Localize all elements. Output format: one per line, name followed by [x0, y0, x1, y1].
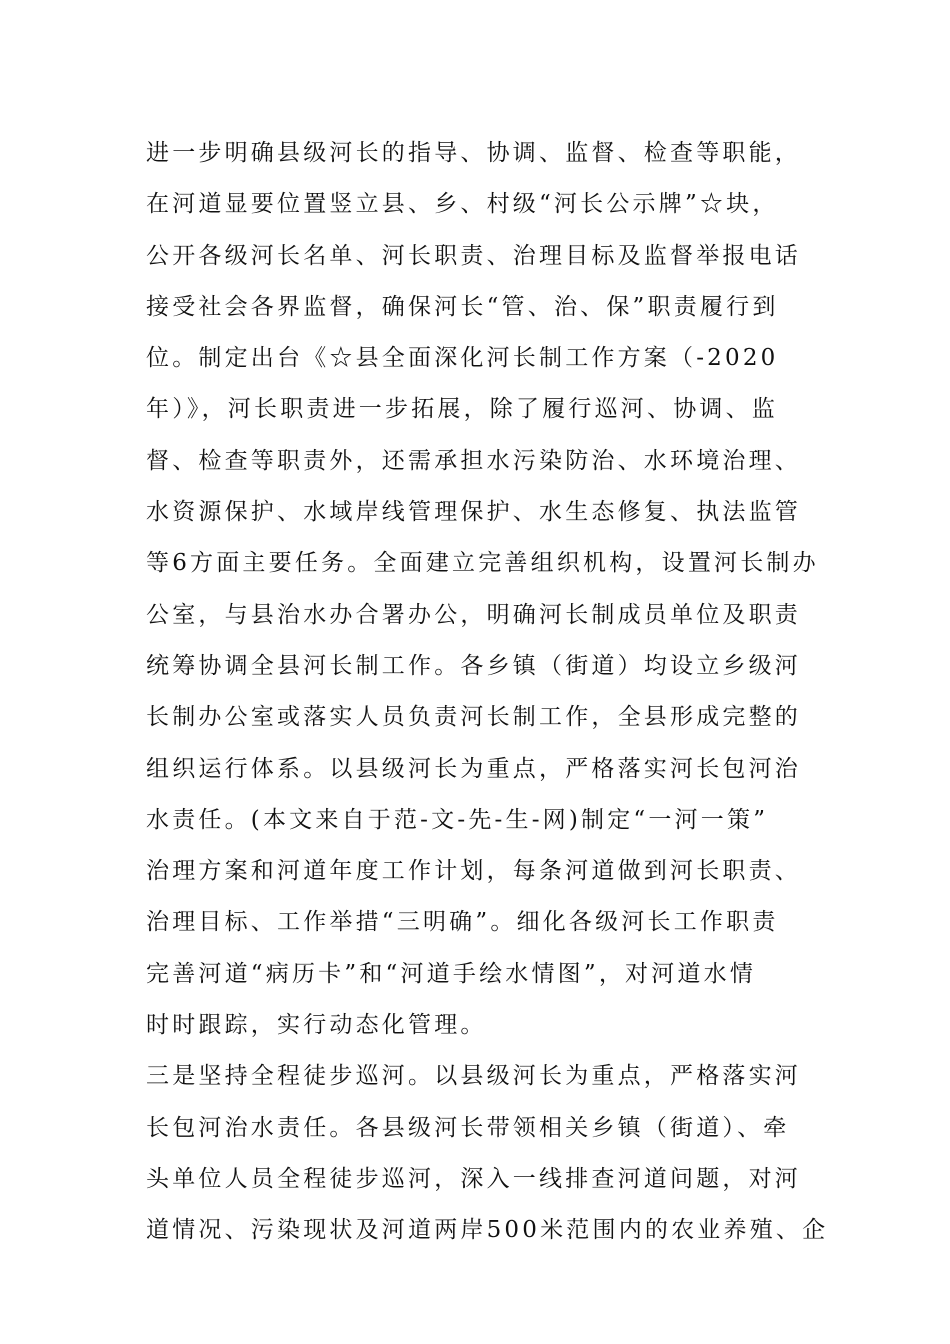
text-line: 在河道显要位置竖立县、乡、村级“河长公示牌”☆块，	[146, 191, 779, 218]
text-line: 治理目标、工作举措“三明确”。细化各级河长工作职责	[146, 909, 779, 936]
text-line: 水责任。(本文来自于范-文-先-生-网)制定“一河一策”	[146, 806, 769, 833]
text-line: 统筹协调全县河长制工作。各乡镇（街道）均设立乡级河	[146, 652, 801, 679]
text-line: 时时跟踪，实行动态化管理。	[146, 1012, 487, 1039]
text-line: 长制办公室或落实人员负责河长制工作，全县形成完整的	[146, 704, 801, 731]
text-line: 督、检查等职责外，还需承担水污染防治、水环境治理、	[146, 447, 801, 474]
body-text	[146, 128, 829, 1257]
text-line: 进一步明确县级河长的指导、协调、监督、检查等职能，	[146, 140, 801, 166]
text-line: 位。制定出台《☆县全面深化河长制工作方案（-2020	[146, 345, 779, 372]
text-line: 组织运行体系。以县级河长为重点，严格落实河长包河治	[146, 755, 801, 782]
text-line: 长包河治水责任。各县级河长带领相关乡镇（街道）、牵	[146, 1114, 790, 1141]
text-line: 道情况、污染现状及河道两岸500米范围内的农业养殖、企	[146, 1217, 829, 1244]
text-line: 水资源保护、水域岸线管理保护、水生态修复、执法监管	[146, 499, 801, 526]
text-line: 年）》，河长职责进一步拓展，除了履行巡河、协调、监	[146, 396, 778, 423]
text-line: 等6方面主要任务。全面建立完善组织机构，设置河长制办	[146, 550, 819, 577]
text-line: 接受社会各界监督，确保河长“管、治、保”职责履行到	[146, 293, 779, 320]
text-line: 公开各级河长名单、河长职责、治理目标及监督举报电话	[146, 242, 801, 269]
text-line: 完善河道“病历卡”和“河道手绘水情图”，对河道水情	[146, 960, 757, 987]
text-line: 三是坚持全程徒步巡河。以县级河长为重点，严格落实河	[146, 1063, 801, 1090]
text-line: 治理方案和河道年度工作计划，每条河道做到河长职责、	[146, 858, 801, 885]
text-line: 公室，与县治水办合署办公，明确河长制成员单位及职责	[146, 601, 801, 628]
text-line: 头单位人员全程徒步巡河，深入一线排查河道问题，对河	[146, 1165, 801, 1192]
